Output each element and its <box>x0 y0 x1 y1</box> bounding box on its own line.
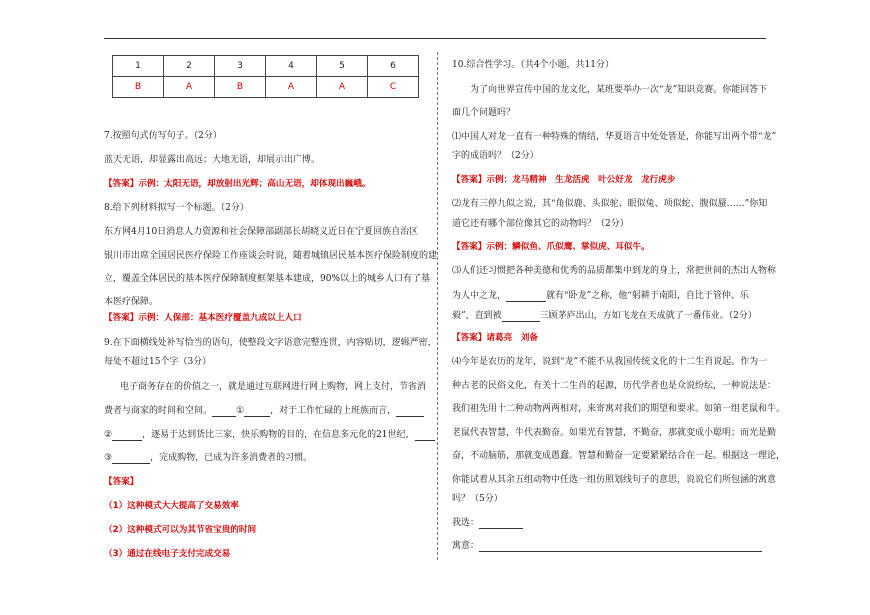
q7-title: 7.按照句式仿写句子。（2分） <box>104 131 222 141</box>
meaning-label: 寓意： <box>452 541 480 551</box>
s3-question: ⑶人们还习惯把各种美德和优秀的品质都集中到龙的身上，常把世间的杰出人物称 <box>452 266 777 276</box>
answer-label: 【答案】 <box>452 175 487 185</box>
choose-input[interactable] <box>479 519 523 529</box>
text: 就有“卧龙”之称，他“躬耕于南阳，自比于管仲、乐 <box>546 291 749 301</box>
s2-question-cont: 道它还有哪个部位像其它的动物吗？（2分） <box>452 219 629 229</box>
column-divider <box>437 52 438 560</box>
q8-paragraph-line: 立，覆盖全体居民的基本医疗保障制度框架基本建成，90%以上的城乡人口有了基 <box>104 274 431 284</box>
answer-label: 【答案】 <box>452 333 487 343</box>
s4-paragraph-line: 我们祖先用十二种动物两两相对，来寄寓对我们的期望和要求。如第一组老鼠和牛。 <box>452 404 786 414</box>
s3-question-line <box>452 310 757 322</box>
fill-blank[interactable] <box>396 407 424 417</box>
table-cell-number: 6 <box>367 56 418 77</box>
fill-blank[interactable] <box>244 407 270 417</box>
header-rule <box>104 38 766 39</box>
s4-paragraph-line: 吗？（5分） <box>452 494 503 504</box>
answer-label: 【答案】 <box>452 242 487 252</box>
q7-text: 蓝天无语，却显露出高远；大地无语，却展示出广博。 <box>104 155 321 165</box>
fill-blank[interactable] <box>112 431 142 441</box>
fill-blank[interactable] <box>506 292 546 302</box>
blank-marker: ① <box>236 406 245 416</box>
table-cell-answer: A <box>316 77 367 98</box>
table-cell-answer: B <box>113 77 164 98</box>
answer-table <box>112 55 419 98</box>
answer-label: 【答案】 <box>104 179 139 189</box>
q8-title: 8.给下列材料拟写一个标题。（2分） <box>104 203 249 213</box>
text: 毅”，直到被 <box>452 311 502 321</box>
q9-paragraph-line: 电子商务存在的价值之一，就是通过互联网进行网上购物，网上支付，节省消 <box>120 382 427 392</box>
text: ，完成购物，已成为许多消费者的习惯。 <box>150 453 313 463</box>
q10-intro-line: 为了向世界宣传中国的龙文化，某班要举办一次“龙”知识竞赛。你能回答下 <box>470 85 768 95</box>
q9-paragraph-line <box>104 405 424 417</box>
answer-text: 示例：龙马精神 生龙活虎 叶公好龙 龙行虎步 <box>486 175 676 185</box>
table-cell-answer: B <box>214 77 265 98</box>
q8-paragraph-line: 银川市出席全国居民医疗保险工作座谈会时说，随着城镇居民基本医疗保险制度的建 <box>104 251 438 261</box>
answer-label: 【答案】 <box>104 313 139 323</box>
answer-text: 示例：太阳无语，却放射出光辉；高山无语，却体现出巍峨。 <box>138 179 371 189</box>
q8-paragraph-line: 东方网4月10日消息人力资源和社会保障部副部长胡晓义近日在宁夏回族自治区 <box>104 227 419 237</box>
table-cell-number: 3 <box>214 56 265 77</box>
s4-paragraph-line: 种古老的民俗文化，有关十二生肖的起源，历代学者也是众说纷纭，一种说法是： <box>452 381 777 391</box>
fill-blank[interactable] <box>415 431 435 441</box>
answer-text: 诸葛亮 刘备 <box>486 333 538 343</box>
s4-paragraph-line: 你能试着从其余五组动物中任选一组仿照划线句子的意思，说说它们所包涵的寓意 <box>452 475 777 485</box>
q9-title-cont: 每处不超过15个字（3分） <box>104 357 212 367</box>
s3-answer <box>452 332 538 344</box>
q9-answer-item: （1）这种模式大大提高了交易效率 <box>104 501 239 511</box>
blank-marker: ② <box>104 430 113 440</box>
answer-text: 示例：鳞似鱼、爪似鹰、掌似虎、耳似牛。 <box>486 242 650 252</box>
choose-label: 我选： <box>452 518 480 528</box>
table-cell-number: 2 <box>163 56 214 77</box>
s1-answer <box>452 174 675 186</box>
q10-intro-line: 面几个问题吗？ <box>452 108 516 118</box>
answer-table-number-row <box>113 56 419 77</box>
table-cell-number: 4 <box>265 56 316 77</box>
table-cell-number: 5 <box>316 56 367 77</box>
s1-question-cont: 字的成语吗？（2分） <box>452 151 539 161</box>
q10-title: 10.综合性学习。（共4个小题，共11分） <box>452 60 614 70</box>
s4-paragraph-line: 老鼠代表智慧，牛代表勤奋。如果光有智慧，不勤奋，那就变成小聪明；而光是勤 <box>452 428 777 438</box>
s4-paragraph-line: 奋，不动脑筋，那就变成愚蠢。智慧和勤奋一定要紧紧结合在一起。根据这一理论， <box>452 451 786 461</box>
choose-line <box>452 517 523 529</box>
s1-question: ⑴中国人对龙一直有一种特殊的情结，华夏语言中处处皆是，你能写出两个带“龙” <box>452 132 777 142</box>
meaning-line <box>452 540 762 552</box>
table-cell-answer: C <box>367 77 418 98</box>
text: 三顾茅庐出山，方如飞龙在天成就了一番伟业。（2分） <box>539 311 757 321</box>
table-cell-number: 1 <box>113 56 164 77</box>
fill-blank[interactable] <box>212 407 236 417</box>
q7-answer <box>104 178 370 190</box>
q9-answer-item: （2）这种模式可以为其节省宝贵的时间 <box>104 525 257 535</box>
s3-question-line <box>452 290 749 302</box>
text: ，对于工作忙碌的上班族而言， <box>270 406 397 416</box>
q9-title: 9.在下面横线处补写恰当的语句，使整段文字语意完整连贯，内容贴切，逻辑严密， <box>104 338 437 348</box>
q9-paragraph-line <box>104 452 312 464</box>
meaning-input[interactable] <box>479 542 762 552</box>
s2-answer <box>452 241 650 253</box>
text: ，逐易于达到货比三家，快乐购物的目的，在信息多元化的21世纪， <box>142 430 415 440</box>
table-cell-answer: A <box>163 77 214 98</box>
q8-answer <box>104 312 302 324</box>
q9-answer-label: 【答案】 <box>104 477 139 487</box>
answer-text: 示例：人保部：基本医疗覆盖九成以上人口 <box>138 313 302 323</box>
q9-paragraph-line <box>104 429 435 441</box>
blank-marker: ③ <box>104 453 113 463</box>
text: 费者与商家的时间和空间。 <box>104 406 213 416</box>
s2-question: ⑵龙有三停九似之说，其“角似鹿、头似驼、眼似兔、项似蛇、腹似蜃……”你知 <box>452 199 768 209</box>
text: 为人中之龙， <box>452 291 507 301</box>
table-cell-answer: A <box>265 77 316 98</box>
q8-paragraph-line: 本医疗保障。 <box>104 297 159 307</box>
fill-blank[interactable] <box>502 312 540 322</box>
s4-paragraph-line: ⑷今年是农历的龙年，说到“龙”不能不从我国传统文化的十二生肖说起。作为一 <box>452 357 768 367</box>
q9-answer-item: （3）通过在线电子支付完成交易 <box>104 549 231 559</box>
answer-table-answer-row <box>113 77 419 98</box>
fill-blank[interactable] <box>112 454 150 464</box>
